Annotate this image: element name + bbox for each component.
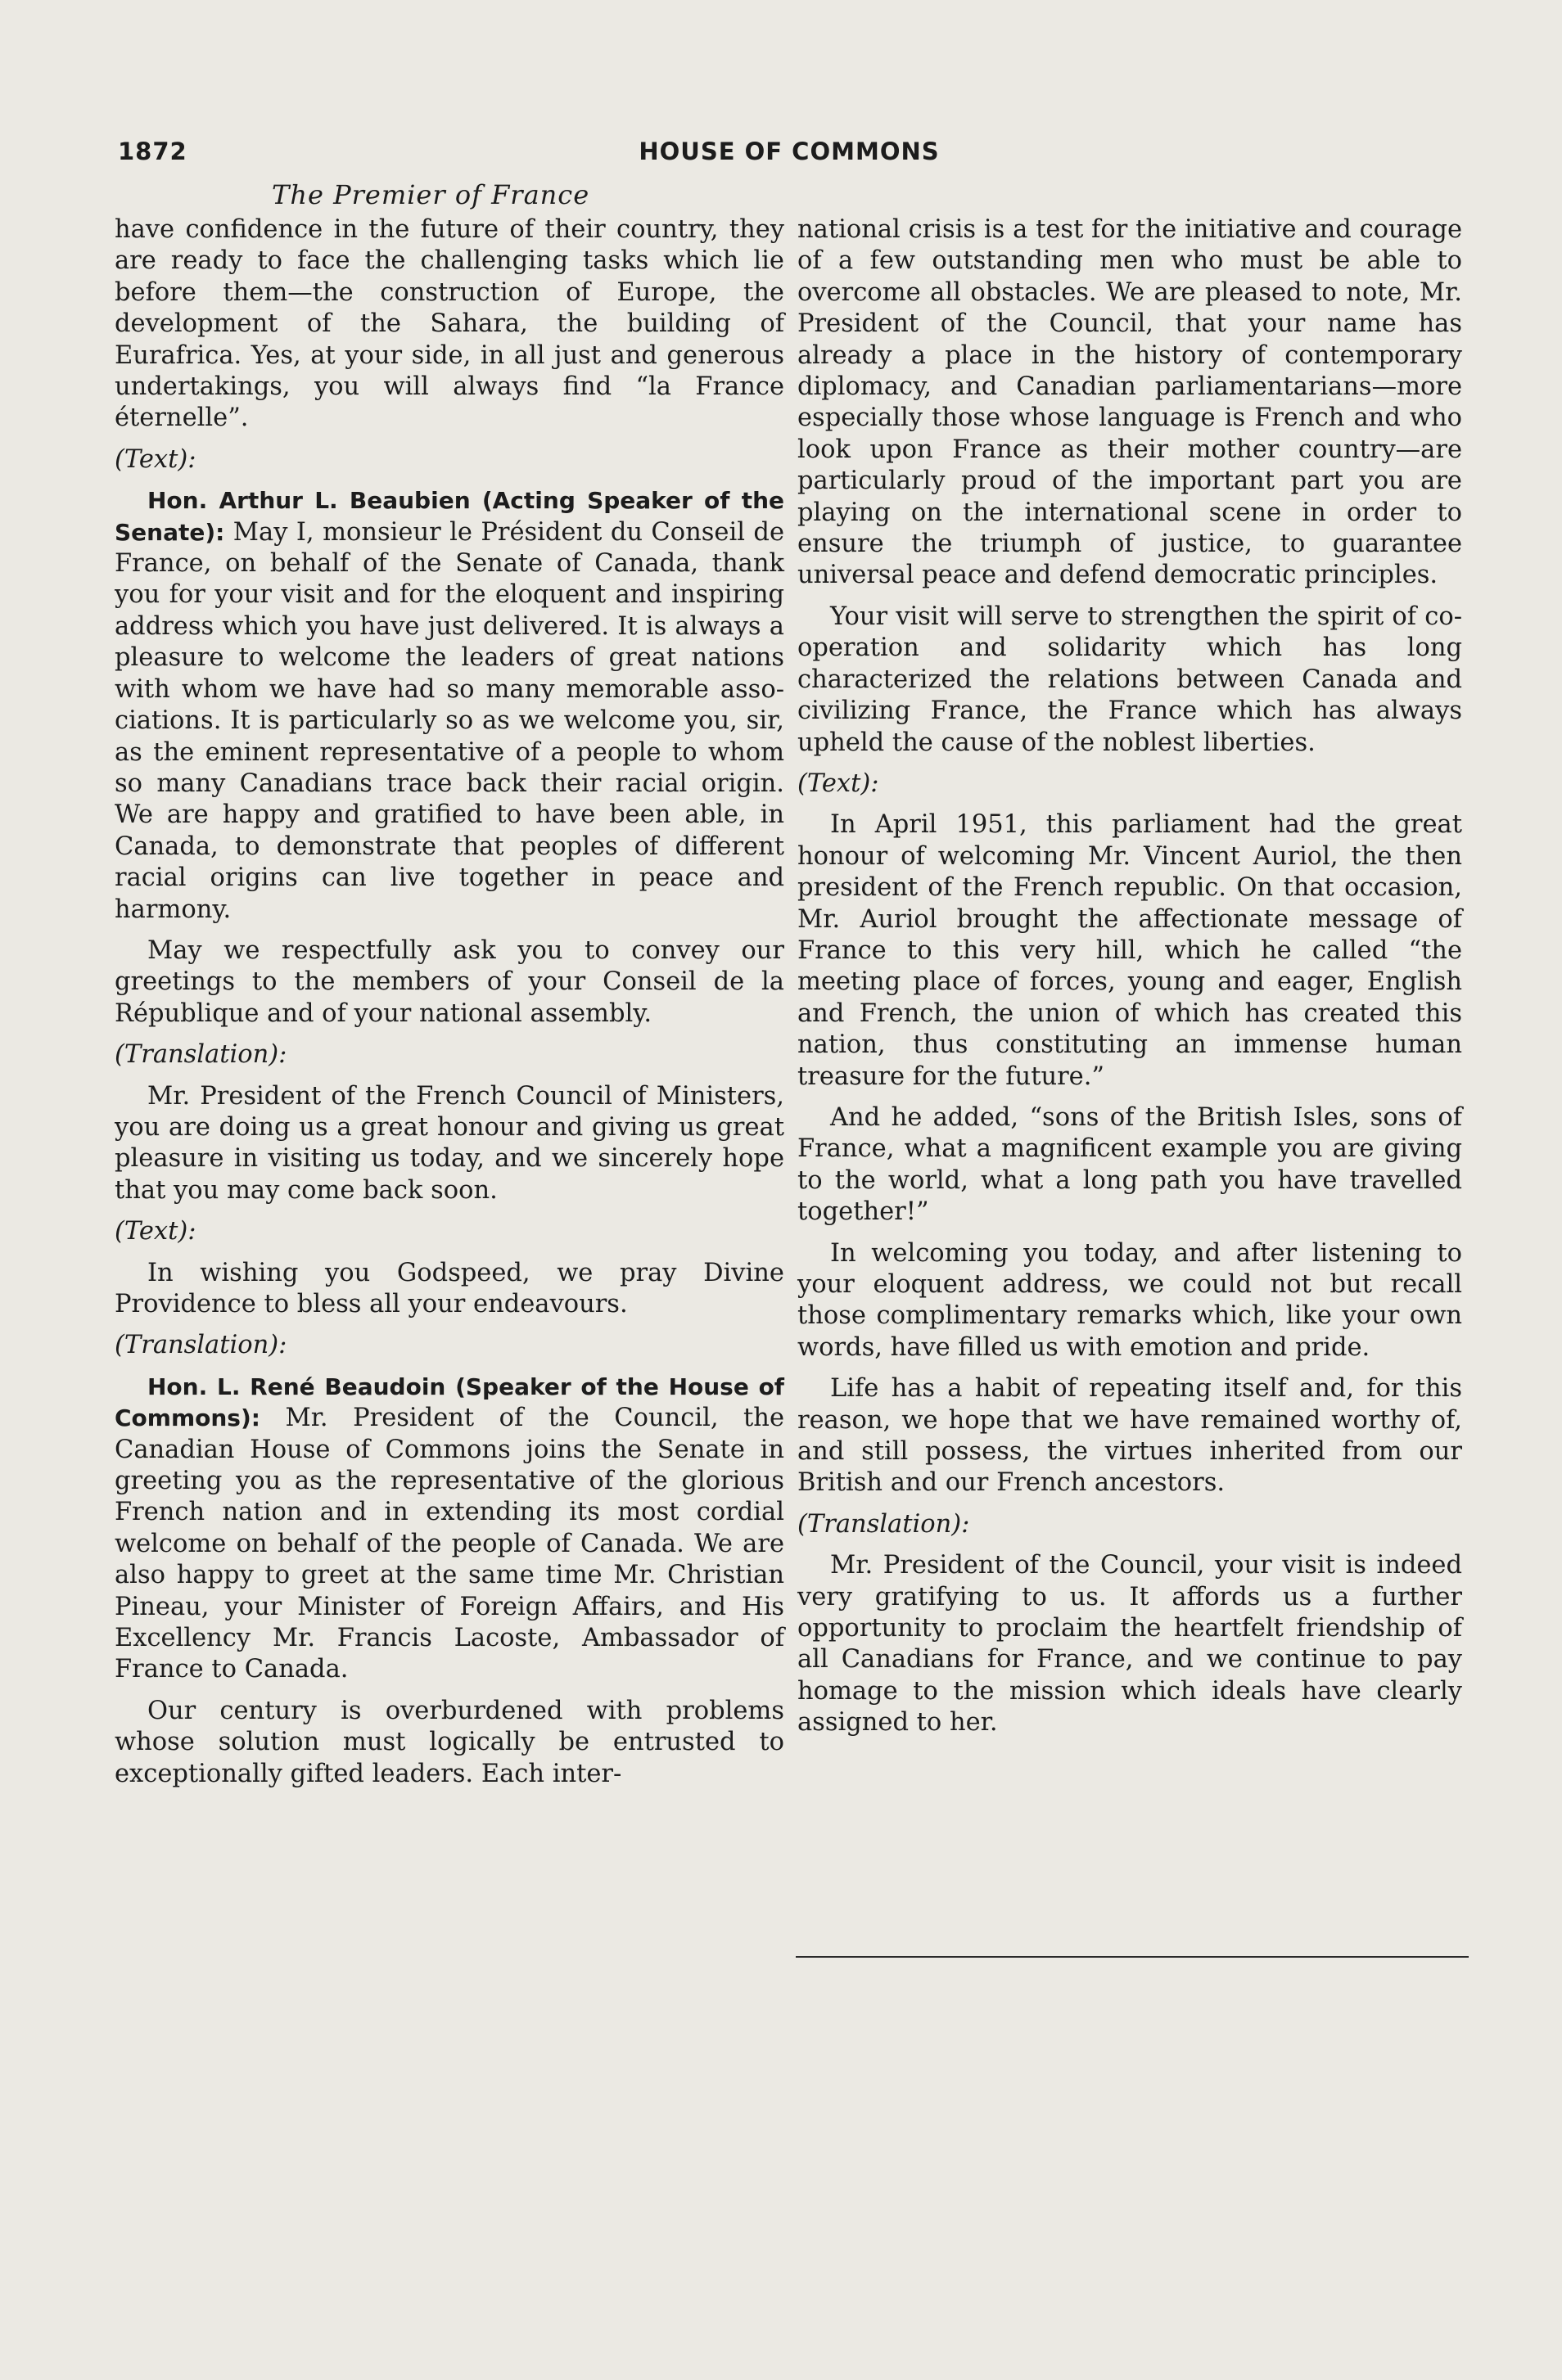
left-column [115,214,784,1800]
paragraph: May we respectfully ask you to convey our greetings to the members of your Conseil de la République and of your national assembly. [115,935,784,1028]
speaker-name: Hon. L. René Beaudoin (Speaker of the House of Commons): [115,1373,784,1432]
language-label: (Text): [797,769,879,798]
paragraph: have confidence in the future of their country, they are ready to face the challenging tasks which lie before them—the construction of Europe, the development of the Sahara, the building of Eurafrica. Yes, at your side, in all just and generous undertakings, you will always find “la France éternelle”. [115,215,784,433]
paragraph: In wishing you Godspeed, we pray Divine Providence to bless all your endeavours. [115,1258,784,1318]
paragraph [115,485,784,926]
paragraph: Mr. President of the French Council of Ministers, you are doing us a great honour and giving us great pleasure in visiting us today, and we sincerely hope that you may come back soon. [115,1081,784,1205]
section-end-rule [796,1956,1469,1958]
section-subhead: The Premier of France [272,179,590,210]
language-label: (Translation): [115,1040,287,1070]
language-label: (Translation): [797,1509,970,1539]
paragraph: In April 1951, this parliament had the great honour of welcoming Mr. Vincent Auriol, the then president of the French republic. On that occasion, Mr. Auriol brought the affectionate message of France to this very hill, which he called “the meeting place of forces, young and eager, English and French, the union of which has created this nation, thus constituting an immense human treasure for the future.” [797,810,1462,1091]
paragraph [115,1372,784,1686]
language-label: (Text): [115,444,196,474]
speaker-name: Hon. Arthur L. Beaubien (Acting Speaker of the Senate): [115,487,784,546]
language-label: (Text): [115,1217,196,1246]
page-number: 1872 [118,137,187,165]
paragraph: Mr. President of the Council, your visit is indeed very gratifying to us. It affords us a further opportunity to proclaim the heartfelt friendship of all Canadians for France, and we continue to pay homage to the mission which ideals have clearly assigned to her. [797,1551,1462,1738]
paragraph: Your visit will serve to strengthen the spirit of co-operation and solidarity which has long characterized the relations between Canada and civilizing France, the France which has always upheld the cause of the noblest liberties. [797,602,1462,757]
paragraph: national crisis is a test for the initiative and courage of a few outstanding men who must be able to overcome all obstacles. We are pleased to note, Mr. President of the Council, that your name has already a place in the history of contemporary diplomacy, and Canadian parliamentarians—more especially those whose language is French and who look upon France as their mother country—are particularly proud of the important part you are playing on the international scene in order to ensure the triumph of justice, to guarantee universal peace and defend democratic principles. [797,215,1462,590]
paragraph: And he added, “sons of the British Isles, sons of France, what a magnificent example you are giving to the world, what a long path you have travelled together!” [797,1102,1462,1227]
running-head: HOUSE OF COMMONS [639,137,940,165]
page-header [118,137,1460,174]
paragraph: In welcoming you today, and after listening to your eloquent address, we could not but recall those complimentary remarks which, like your own words, have filled us with emotion and pride. [797,1238,1462,1362]
speech-text: May I, monsieur le Président du Conseil de France, on behalf of the Senate of Canada, thank you for your visit and for the eloquent and inspiring address which you have just delivered. It is always a pleasure to welcome the leaders of great nations with whom we have had so many memorable associations. It is particularly so as we welcome you, sir, as the eminent representative of a people to whom so many Canadians trace back their racial origin. We are happy and gratified to have been able, in Canada, to demonstrate that peoples of different racial origins can live together in peace and harmony. [115,517,784,924]
speech-text: Mr. President of the Council, the Canadian House of Commons joins the Senate in greeting you as the representative of the glorious French nation and in extending its most cordial welcome on behalf of the people of Canada. We are also happy to greet at the same time Mr. Christian Pineau, your Minister of Foreign Affairs, and His Excellency Mr. Francis Lacoste, Ambassador of France to Canada. [115,1404,784,1684]
right-column [797,214,1462,1749]
paragraph: Life has a habit of repeating itself and, for this reason, we hope that we have remained worthy of, and still possess, the virtues inherited from our British and our French ancestors. [797,1374,1462,1498]
language-label: (Translation): [115,1331,287,1360]
paragraph: Our century is overburdened with problems whose solution must logically be entrusted to exceptionally gifted leaders. Each inter- [115,1696,784,1788]
